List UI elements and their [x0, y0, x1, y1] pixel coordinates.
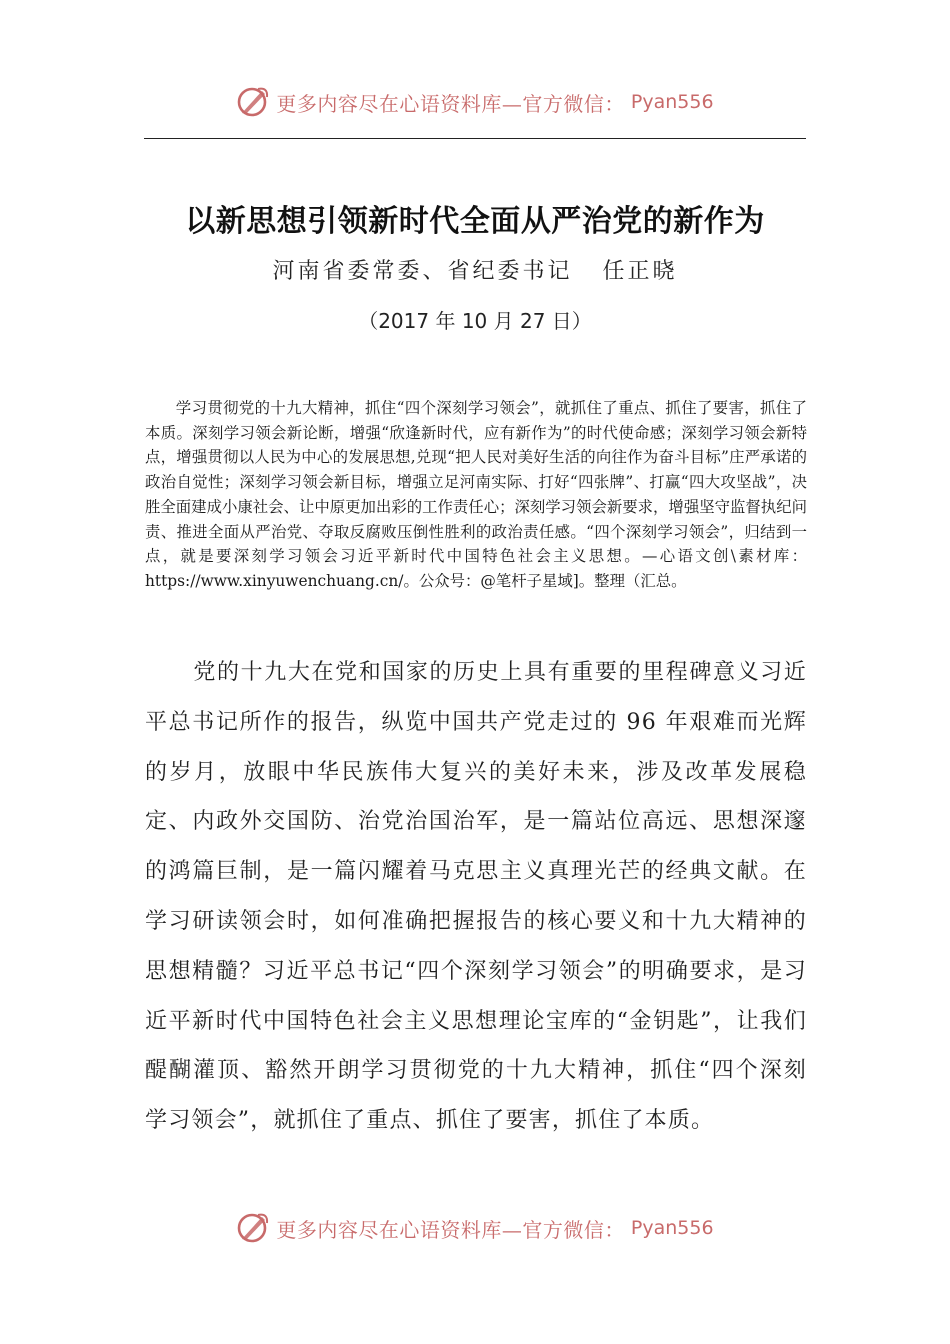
banner-wechat-id: Pyan556 — [630, 1217, 714, 1239]
banner-text: 更多内容尽在心语资料库—官方微信： — [276, 91, 625, 116]
date-line: （2017 年 10 月 27 日） — [358, 309, 592, 333]
quill-logo-icon — [236, 85, 270, 119]
banner-text: 更多内容尽在心语资料库—官方微信： — [276, 1217, 625, 1242]
footer-banner — [0, 1208, 950, 1248]
abstract-paragraph: 学习贯彻党的十九大精神，抓住“四个深刻学习领会”，就抓住了重点、抓住了要害，抓住了本质。深刻学习领会新论断，增强“欣逢新时代，应有新作为”的时代使命感；深刻学习领会新特点，增强贯彻以人民为中心的发展思想,兑现“把人民对美好生活的向往作为奋斗目标”庄严承诺的政治自觉性；深刻学习领会新目标，增强立足河南实际、打好“四张牌”、打赢“四大攻坚战”，决胜全面建成小康社会、让中原更加出彩的工作责任心；深刻学习领会新要求，增强坚守监督执纪问责、推进全面从严治党、夺取反腐败压倒性胜利的政治责任感。“四个深刻学习领会”，归结到一点，就是要深刻学习领会习近平新时代中国特色社会主义思想。—心语文创\素材库：https://www.xinyuwenchuang.cn/。公众号：@笔杆子星域]。整理（汇总。 — [145, 399, 807, 590]
quill-logo-icon — [236, 1211, 270, 1245]
header-divider — [144, 138, 806, 139]
author-line: 河南省委常委、省纪委书记 任正晓 — [272, 259, 678, 284]
header-banner — [0, 82, 950, 122]
body-paragraph: 党的十九大在党和国家的历史上具有重要的里程碑意义习近平总书记所作的报告，纵览中国共产党走过的 96 年艰难而光辉的岁月，放眼中华民族伟大复兴的美好未来，涉及改革发展稳定、内政外交国防、治党治国治军，是一篇站位高远、思想深邃的鸿篇巨制，是一篇闪耀着马克思主义真理光芒的经典文献。在学习研读领会时，如何准确把握报告的核心要义和十九大精神的思想精髓？习近平总书记“四个深刻学习领会”的明确要求，是习近平新时代中国特色社会主义思想理论宝库的“金钥匙”，让我们醍醐灌顶、豁然开朗学习贯彻党的十九大精神，抓住“四个深刻学习领会”，就抓住了重点、抓住了要害，抓住了本质。 — [145, 660, 807, 1134]
banner-wechat-id: Pyan556 — [630, 91, 714, 113]
page-title: 以新思想引领新时代全面从严治党的新作为 — [185, 204, 765, 239]
